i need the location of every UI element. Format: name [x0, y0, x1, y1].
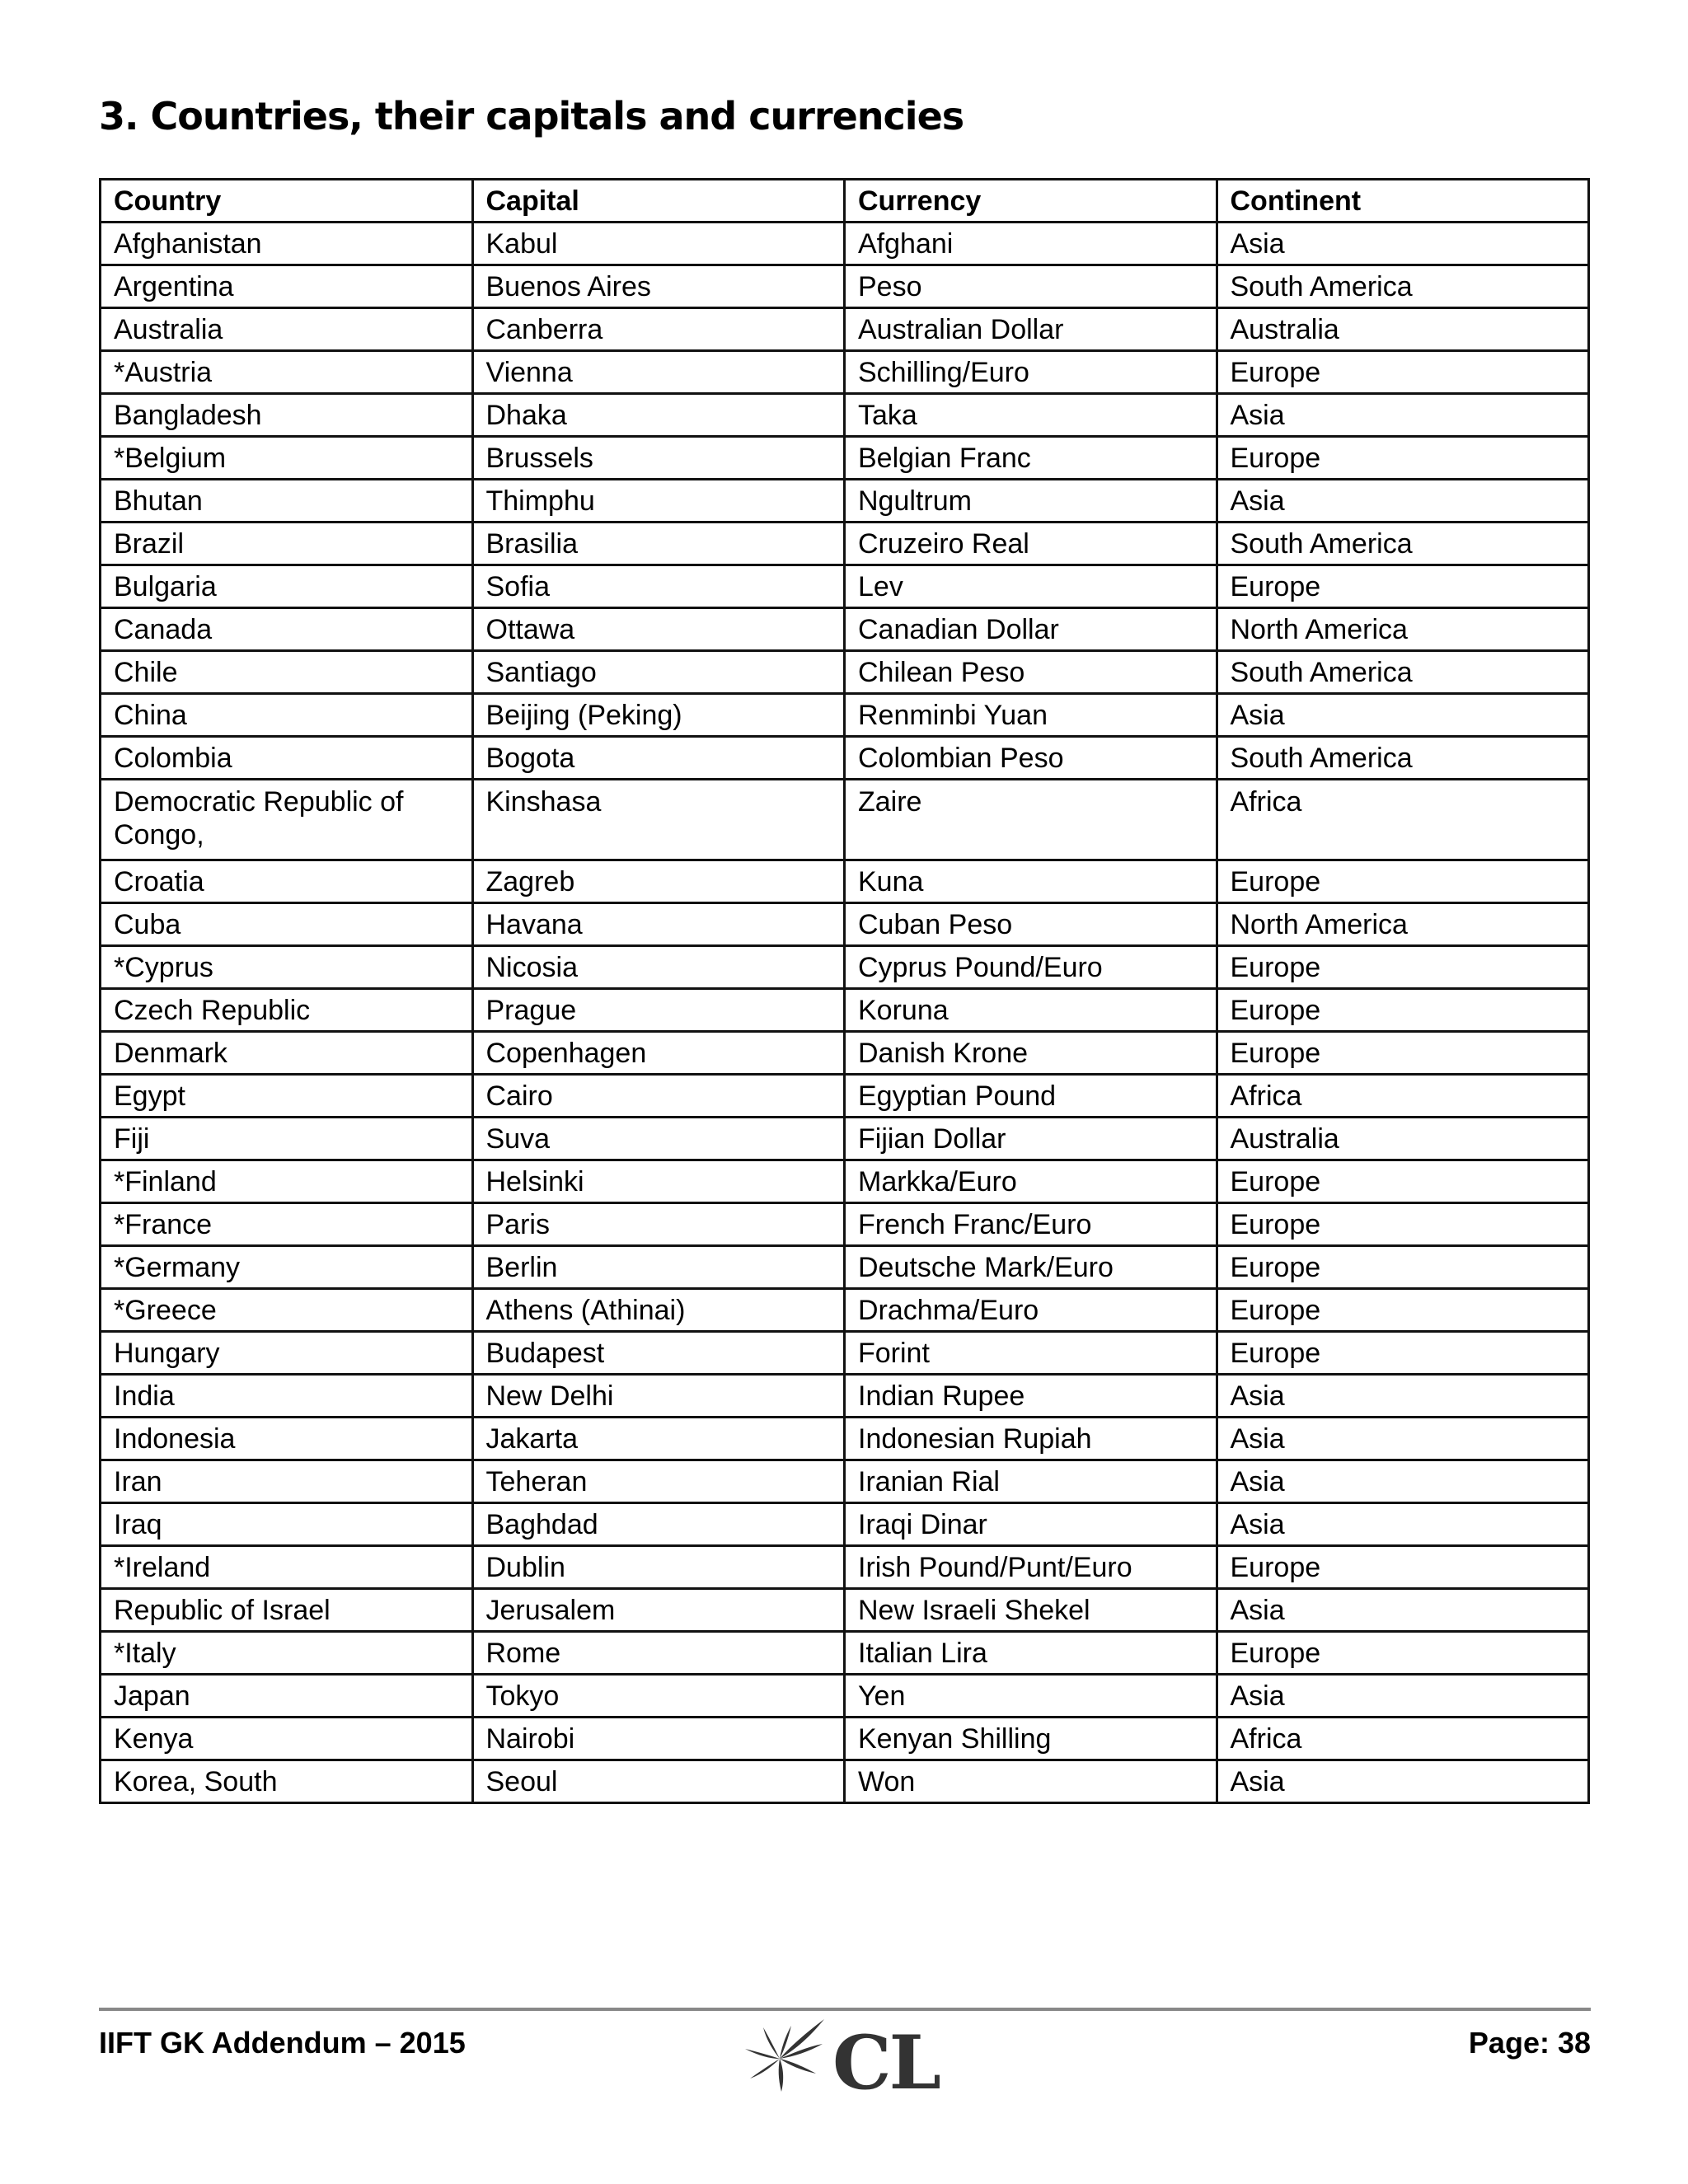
cell-currency: Chilean Peso — [845, 651, 1217, 694]
page-title: 3. Countries, their capitals and currencies — [99, 94, 964, 138]
cell-country: Hungary — [101, 1332, 473, 1375]
cell-capital: Kinshasa — [472, 780, 845, 860]
cell-continent: Europe — [1217, 1632, 1589, 1675]
cell-continent: Asia — [1217, 1418, 1589, 1460]
cell-capital: Rome — [472, 1632, 845, 1675]
cell-currency: Italian Lira — [845, 1632, 1217, 1675]
cell-continent: Africa — [1217, 1075, 1589, 1118]
cell-capital: Copenhagen — [472, 1032, 845, 1075]
cell-currency: Zaire — [845, 780, 1217, 860]
cell-country: Colombia — [101, 737, 473, 780]
footer-document-name: IIFT GK Addendum – 2015 — [99, 2026, 466, 2060]
cell-currency: Markka/Euro — [845, 1160, 1217, 1203]
cell-currency: Won — [845, 1760, 1217, 1803]
cell-capital: Budapest — [472, 1332, 845, 1375]
cell-currency: Irish Pound/Punt/Euro — [845, 1546, 1217, 1589]
cell-continent: South America — [1217, 265, 1589, 308]
cell-country: Japan — [101, 1675, 473, 1718]
cell-currency: Iranian Rial — [845, 1460, 1217, 1503]
cell-capital: Athens (Athinai) — [472, 1289, 845, 1332]
cell-continent: Asia — [1217, 1760, 1589, 1803]
cell-capital: Zagreb — [472, 860, 845, 903]
cell-currency: Koruna — [845, 989, 1217, 1032]
cell-country: Afghanistan — [101, 223, 473, 265]
cell-continent: Asia — [1217, 1589, 1589, 1632]
table-row — [101, 903, 1589, 946]
cl-logo — [738, 2014, 953, 2100]
table-row — [101, 1675, 1589, 1718]
cell-capital: Prague — [472, 989, 845, 1032]
cell-country: Cuba — [101, 903, 473, 946]
cell-country: Korea, South — [101, 1760, 473, 1803]
cell-capital: Sofia — [472, 565, 845, 608]
cell-continent: Asia — [1217, 1375, 1589, 1418]
cell-country: *France — [101, 1203, 473, 1246]
table-row — [101, 694, 1589, 737]
cell-currency: Forint — [845, 1332, 1217, 1375]
cell-continent: Europe — [1217, 1032, 1589, 1075]
table-row — [101, 1460, 1589, 1503]
cell-currency: Cruzeiro Real — [845, 523, 1217, 565]
cell-capital: Jerusalem — [472, 1589, 845, 1632]
cell-currency: Kenyan Shilling — [845, 1718, 1217, 1760]
cell-currency: Iraqi Dinar — [845, 1503, 1217, 1546]
cell-continent: Europe — [1217, 1289, 1589, 1332]
table-row — [101, 1118, 1589, 1160]
cell-capital: Beijing (Peking) — [472, 694, 845, 737]
cell-continent: North America — [1217, 608, 1589, 651]
cell-country: *Ireland — [101, 1546, 473, 1589]
table-row — [101, 1589, 1589, 1632]
cell-country: *Germany — [101, 1246, 473, 1289]
cell-continent: Asia — [1217, 1460, 1589, 1503]
table-row — [101, 651, 1589, 694]
cell-country: India — [101, 1375, 473, 1418]
table-row — [101, 565, 1589, 608]
cell-continent: South America — [1217, 737, 1589, 780]
table-body — [101, 223, 1589, 1803]
cell-continent: Asia — [1217, 1503, 1589, 1546]
cell-capital: Bogota — [472, 737, 845, 780]
cell-currency: French Franc/Euro — [845, 1203, 1217, 1246]
cell-continent: Asia — [1217, 694, 1589, 737]
cell-currency: Australian Dollar — [845, 308, 1217, 351]
cell-country: Egypt — [101, 1075, 473, 1118]
cell-capital: Canberra — [472, 308, 845, 351]
cell-continent: Europe — [1217, 1203, 1589, 1246]
cell-country: Argentina — [101, 265, 473, 308]
cell-currency: Kuna — [845, 860, 1217, 903]
cell-currency: Drachma/Euro — [845, 1289, 1217, 1332]
cell-capital: Tokyo — [472, 1675, 845, 1718]
cell-continent: Europe — [1217, 1246, 1589, 1289]
cell-country: Czech Republic — [101, 989, 473, 1032]
table-row — [101, 1503, 1589, 1546]
footer-page-number: Page: 38 — [1468, 2026, 1591, 2060]
cell-capital: Havana — [472, 903, 845, 946]
cell-capital: Seoul — [472, 1760, 845, 1803]
cell-capital: Dhaka — [472, 394, 845, 437]
footer-divider — [99, 2008, 1591, 2011]
cell-country: *Cyprus — [101, 946, 473, 989]
header-continent: Continent — [1217, 180, 1589, 223]
cell-capital: Kabul — [472, 223, 845, 265]
table-row — [101, 1375, 1589, 1418]
table-row — [101, 1075, 1589, 1118]
cell-capital: Brussels — [472, 437, 845, 480]
cell-continent: Asia — [1217, 394, 1589, 437]
cell-capital: Suva — [472, 1118, 845, 1160]
cell-capital: Nicosia — [472, 946, 845, 989]
cell-capital: Paris — [472, 1203, 845, 1246]
cell-capital: Thimphu — [472, 480, 845, 523]
cell-continent: Asia — [1217, 223, 1589, 265]
table-row — [101, 1246, 1589, 1289]
cell-currency: New Israeli Shekel — [845, 1589, 1217, 1632]
cell-country: *Belgium — [101, 437, 473, 480]
cell-country: Chile — [101, 651, 473, 694]
table-row — [101, 1032, 1589, 1075]
table-row — [101, 1418, 1589, 1460]
table-row — [101, 780, 1589, 860]
cell-capital: Baghdad — [472, 1503, 845, 1546]
cell-continent: Europe — [1217, 1332, 1589, 1375]
cell-capital: Jakarta — [472, 1418, 845, 1460]
cell-currency: Yen — [845, 1675, 1217, 1718]
cell-capital: New Delhi — [472, 1375, 845, 1418]
cell-currency: Belgian Franc — [845, 437, 1217, 480]
cell-country: Canada — [101, 608, 473, 651]
cell-currency: Afghani — [845, 223, 1217, 265]
cell-currency: Canadian Dollar — [845, 608, 1217, 651]
table-row — [101, 737, 1589, 780]
cell-country: Iran — [101, 1460, 473, 1503]
cell-country: Fiji — [101, 1118, 473, 1160]
table-row — [101, 437, 1589, 480]
cell-continent: Europe — [1217, 1546, 1589, 1589]
table-row — [101, 1718, 1589, 1760]
table-row — [101, 1203, 1589, 1246]
cell-country: Denmark — [101, 1032, 473, 1075]
cell-country: Australia — [101, 308, 473, 351]
cell-country: Bhutan — [101, 480, 473, 523]
cell-country: Iraq — [101, 1503, 473, 1546]
cell-capital: Ottawa — [472, 608, 845, 651]
cell-continent: Europe — [1217, 437, 1589, 480]
cell-capital: Berlin — [472, 1246, 845, 1289]
cell-continent: Europe — [1217, 1160, 1589, 1203]
cell-currency: Indonesian Rupiah — [845, 1418, 1217, 1460]
swirl-logo-icon — [745, 2019, 824, 2092]
cell-country: Croatia — [101, 860, 473, 903]
cell-continent: Europe — [1217, 989, 1589, 1032]
table-row — [101, 1160, 1589, 1203]
cell-continent: South America — [1217, 651, 1589, 694]
table-row — [101, 223, 1589, 265]
cell-currency: Cyprus Pound/Euro — [845, 946, 1217, 989]
cell-currency: Ngultrum — [845, 480, 1217, 523]
cell-country: Bulgaria — [101, 565, 473, 608]
table-row — [101, 1632, 1589, 1675]
table-row — [101, 1760, 1589, 1803]
cell-capital: Brasilia — [472, 523, 845, 565]
table-row — [101, 523, 1589, 565]
cell-capital: Nairobi — [472, 1718, 845, 1760]
cell-capital: Teheran — [472, 1460, 845, 1503]
cell-currency: Danish Krone — [845, 1032, 1217, 1075]
table-row — [101, 1546, 1589, 1589]
table-row — [101, 1289, 1589, 1332]
cell-capital: Helsinki — [472, 1160, 845, 1203]
table-row — [101, 480, 1589, 523]
cell-continent: Asia — [1217, 480, 1589, 523]
cell-country: China — [101, 694, 473, 737]
cell-capital: Vienna — [472, 351, 845, 394]
cell-currency: Egyptian Pound — [845, 1075, 1217, 1118]
cell-continent: Europe — [1217, 946, 1589, 989]
header-capital: Capital — [472, 180, 845, 223]
cell-country: Bangladesh — [101, 394, 473, 437]
header-currency: Currency — [845, 180, 1217, 223]
cell-currency: Fijian Dollar — [845, 1118, 1217, 1160]
cell-currency: Cuban Peso — [845, 903, 1217, 946]
table-row — [101, 989, 1589, 1032]
cell-country: Republic of Israel — [101, 1589, 473, 1632]
cell-capital: Buenos Aires — [472, 265, 845, 308]
logo-text: CL — [832, 2019, 939, 2100]
cell-continent: South America — [1217, 523, 1589, 565]
cell-currency: Lev — [845, 565, 1217, 608]
cell-capital: Santiago — [472, 651, 845, 694]
cell-currency: Taka — [845, 394, 1217, 437]
cell-country: *Finland — [101, 1160, 473, 1203]
table-row — [101, 394, 1589, 437]
table-header-row — [101, 180, 1589, 223]
cell-currency: Deutsche Mark/Euro — [845, 1246, 1217, 1289]
cell-continent: Europe — [1217, 860, 1589, 903]
table-row — [101, 351, 1589, 394]
cell-country: Brazil — [101, 523, 473, 565]
cell-continent: Australia — [1217, 1118, 1589, 1160]
cell-continent: Europe — [1217, 351, 1589, 394]
cell-country: *Italy — [101, 1632, 473, 1675]
cell-country: Democratic Republic of Congo, — [101, 780, 473, 860]
cell-currency: Peso — [845, 265, 1217, 308]
countries-table — [99, 178, 1590, 1804]
cell-continent: Asia — [1217, 1675, 1589, 1718]
table-row — [101, 308, 1589, 351]
cell-currency: Renminbi Yuan — [845, 694, 1217, 737]
cell-country: *Greece — [101, 1289, 473, 1332]
cell-capital: Dublin — [472, 1546, 845, 1589]
cell-currency: Schilling/Euro — [845, 351, 1217, 394]
table-row — [101, 265, 1589, 308]
cell-continent: Europe — [1217, 565, 1589, 608]
header-country: Country — [101, 180, 473, 223]
cell-country: Kenya — [101, 1718, 473, 1760]
cell-currency: Colombian Peso — [845, 737, 1217, 780]
table-row — [101, 1332, 1589, 1375]
cell-currency: Indian Rupee — [845, 1375, 1217, 1418]
table-row — [101, 860, 1589, 903]
table-row — [101, 946, 1589, 989]
cell-country: *Austria — [101, 351, 473, 394]
cell-continent: Africa — [1217, 780, 1589, 860]
cell-country: Indonesia — [101, 1418, 473, 1460]
table-row — [101, 608, 1589, 651]
cell-continent: Africa — [1217, 1718, 1589, 1760]
cell-continent: North America — [1217, 903, 1589, 946]
cell-continent: Australia — [1217, 308, 1589, 351]
cell-capital: Cairo — [472, 1075, 845, 1118]
